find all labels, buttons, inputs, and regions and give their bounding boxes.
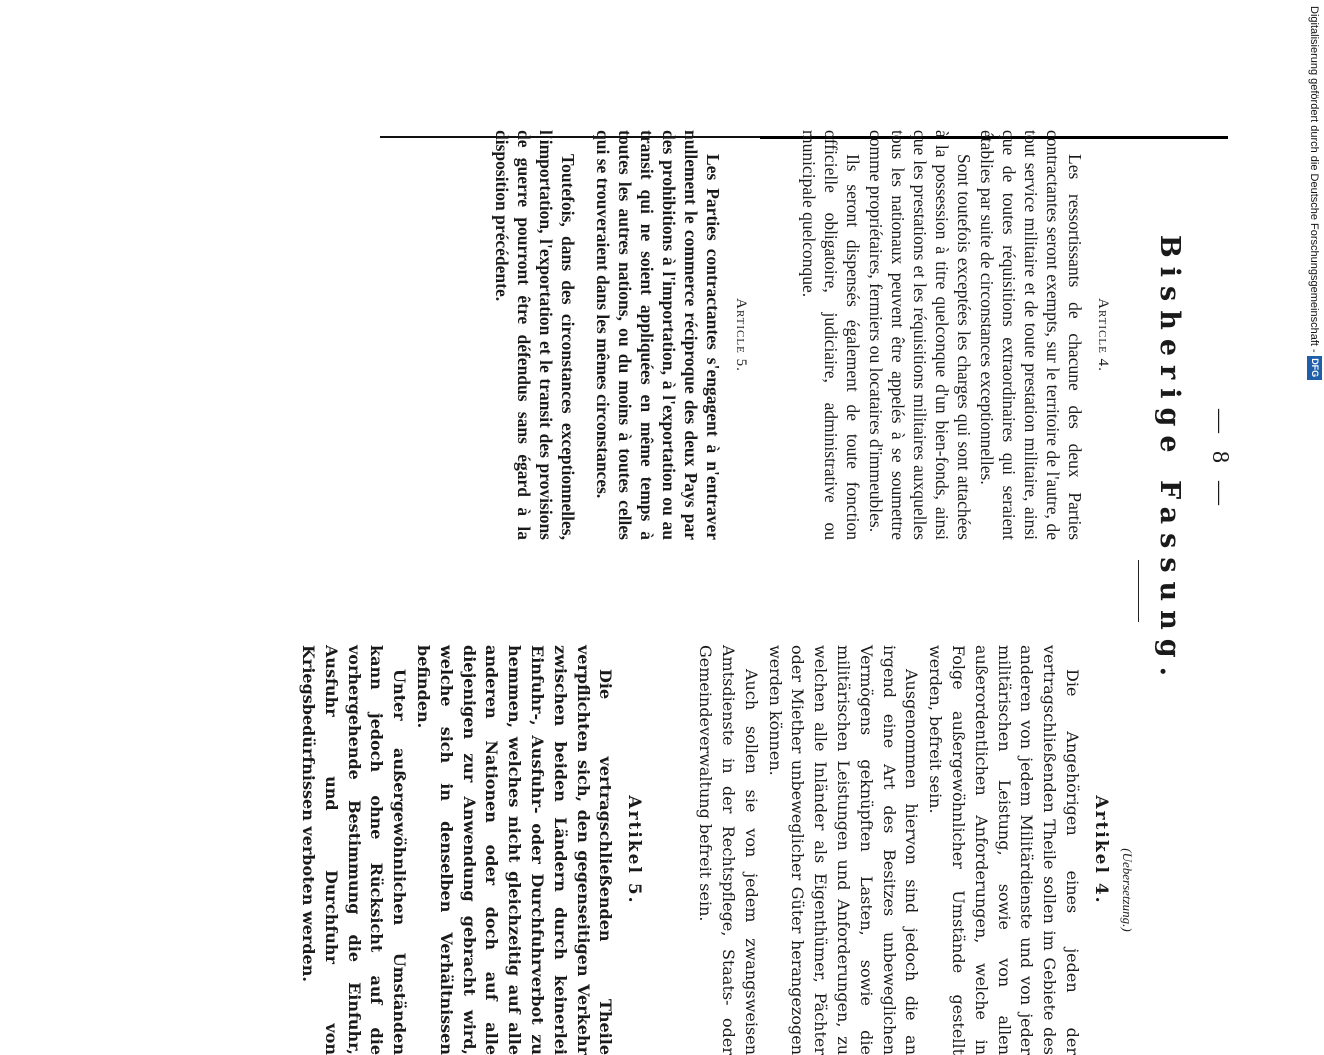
french-article4-para: Les ressortissants de chacune des deux Parties contractantes seront exempts, sur le territoire de l'autre, de tout service militaire et de toute prestation militaire, ainsi que de toutes réquisitions extraordinaires qui seraient établies par suite de circonstances exceptionnelles. — [977, 130, 1085, 540]
german-article4-para: Auch sollen sie von jedem zwangsweisen Amtsdienste in der Rechtspflege, Staats- oder Gemeindeverwaltung befreit sein. — [696, 645, 761, 1055]
funder-notice — [1306, 6, 1324, 416]
french-article5-heading: Article 5. — [733, 298, 749, 372]
french-article5-para: Les Parties contractantes s'engagent à n'entraver nullement le commerce réciproque des deux Pays par des prohibitions à l'importation, à l'exportation ou au transit qui ne soient appliquées en même temps à toutes les autres nations, ou du moins à toutes celles qui se trouveraient dans les mêmes circonstances. — [593, 130, 723, 540]
german-article5-heading: Artikel 5. — [624, 795, 645, 905]
german-article4-para: Ausgenommen hiervon sind jedoch die an irgend eine Art des Besitzes unbeweglichen Vermögens geknüpften Lasten, sowie die militärischen Leistungen und Anforderungen, zu welchen alle Inländer als Eigenthümer, Pächter oder Miether unbeweglicher Güter herangezogen werden können. — [765, 645, 922, 1055]
translation-note: (Uebersetzung.) — [1120, 848, 1135, 932]
page-number: — 8 — — [1207, 409, 1233, 511]
page-title: Bisherige Fassung. — [1154, 234, 1185, 686]
german-article4-heading: Artikel 4. — [1091, 795, 1111, 905]
german-article5-para: Die vertragschließenden Theile verpflichten sich, den gegenseitigen Verkehr zwischen beiden Ländern durch keinerlei Einfuhr-, Ausfuhr- oder Durchfuhrverbot zu hemmen, welches nicht gleichzeitig auf alle anderen Nationen oder doch auf alle diejenigen zur Anwendung gebracht wird, welche sich in denselben Verhältnissen befinden. — [414, 645, 616, 1055]
funder-text: Digitalisierung gefördert durch die Deutsche Forschungsgemeinschaft - — [1308, 6, 1321, 353]
french-article5-para: Toutefois, dans des circonstances exceptionnelles, l'importation, l'exportation et le transit des provisions de guerre pourront être défendus sans égard à la disposition précédente. — [492, 130, 578, 540]
german-article4-para: Die Angehörigen eines jeden der vertragschließenden Theile sollen im Gebiete des anderen von jedem Militärdienste und von jeder militärischen Leistung, sowie von allen außerordentlichen Anforderungen, welche in Folge außergewöhnlicher Umstände gestellt werden, befreit sein. — [926, 645, 1082, 1055]
french-article4-para: Ils seront dispensés également de toute fonction officielle obligatoire, judiciaire, administrative ou municipale quelconque. — [799, 130, 863, 540]
dfg-logo-icon: DFG — [1307, 356, 1322, 380]
french-article4-para: Sont toutefois exceptées les charges qui sont attachées à la possession à titre quelconque d'un bien-fonds, ainsi que les prestations et les réquisitions militaires auxquelles tous les nationaux peuvent être appelés à se soumettre comme propriétaires, fermiers ou locataires d'immeubles. — [866, 130, 974, 540]
french-article4-heading: Article 4. — [1095, 298, 1111, 372]
german-column — [295, 645, 1117, 1055]
french-column — [490, 130, 1117, 540]
german-article5-para: Unter außergewöhnlichen Umständen kann jedoch ohne Rücksicht auf die vorhergehende Bestimmung die Einfuhr, Ausfuhr und Durchfuhr von Kriegsbedürfnissen verboten werden. — [299, 645, 410, 1055]
title-underline — [1138, 560, 1139, 622]
document-page — [135, 115, 1235, 1055]
